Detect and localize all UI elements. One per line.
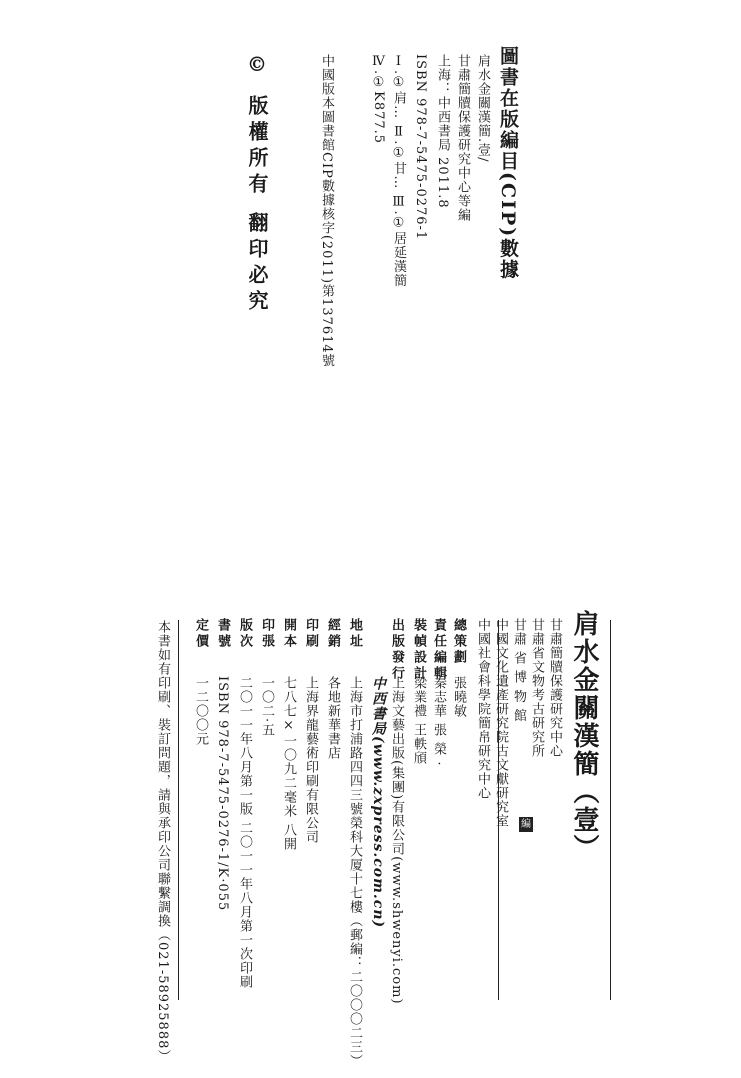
cip-line-7: 中國版本圖書館CIP數據核字(2011)第137614號 [319, 54, 334, 368]
cip-line-4: ISBN 978-7-5475-0276-1 [413, 54, 428, 241]
cip-line-5: Ⅰ.①肩… Ⅱ.①甘… Ⅲ.①居延漢簡 [391, 54, 406, 288]
value-isbn: ISBN 978-7-5475-0276-1/K·055 [215, 676, 230, 912]
title-rule-line [610, 620, 611, 1000]
cip-line-1: 肩水金關漢簡.壹/ [475, 54, 490, 163]
label-printed-sheets: 印張 [259, 618, 274, 650]
cip-line-6: Ⅳ.①K877.5 [371, 54, 386, 145]
editor-line-2: 甘肅省文物考古研究所 [529, 618, 544, 758]
editor-line-5: 中國社會科學院簡帛研究中心 [475, 618, 490, 800]
label-isbn: 書號 [215, 618, 230, 650]
notice-rule-line [178, 620, 179, 1000]
value-edition: 二〇一一年八月第一版 二〇一一年八月第一次印刷 [237, 676, 252, 990]
label-edition: 版次 [237, 618, 252, 650]
label-distributor: 經銷 [325, 618, 340, 650]
value-chief-planner: 張曉敏 [451, 676, 466, 718]
cip-title: 圖書在版編目(CIP)數據 [497, 46, 519, 281]
value-publisher-2: 中西書局(www.zxpress.com.cn) [370, 676, 386, 929]
value-price: 一二〇〇元 [193, 676, 208, 746]
label-address: 地址 [347, 618, 362, 650]
value-printed-sheets: 一〇二·五 [259, 676, 274, 738]
value-distributor: 各地新華書店 [325, 676, 340, 760]
label-price: 定價 [193, 618, 208, 650]
editor-badge: 編 [521, 819, 531, 830]
value-publisher-1: 上海文藝出版(集團)有限公司(www.shwenyi.com) [389, 676, 404, 1005]
print-defect-notice: 本書如有印刷、裝訂問題，請與承印公司聯繫調換（021-58925888） [155, 620, 170, 1064]
editor-line-1: 甘肅簡牘保護研究中心 [547, 618, 562, 758]
value-printer: 上海界龍藝術印刷有限公司 [303, 676, 318, 844]
label-printer: 印刷 [303, 618, 318, 650]
editor-line-3: 甘肅 省 博 物 館 [511, 618, 526, 723]
book-title: 肩水金關漢簡（壹） [569, 610, 599, 862]
editor-rule-line [498, 620, 499, 1000]
label-binding-design: 裝幀設計 [411, 618, 426, 682]
copyright-notice: © 版權所有 翻印必究 [245, 52, 269, 316]
label-format: 開本 [281, 618, 296, 650]
value-binding-design: 梁業禮 王軼頎 [411, 676, 426, 766]
value-format: 七八七×一〇九二毫米 八開 [281, 676, 296, 852]
editor-line-4: 中國文化遺產研究院古文獻研究室 [493, 618, 508, 828]
cip-line-2: 甘肅簡牘保護研究中心等編 [455, 54, 470, 222]
label-publisher: 出版發行 [389, 618, 404, 682]
value-address: 上海市打浦路四四三號榮科大厦十七樓（郵編：二〇〇〇二三） [347, 676, 362, 1068]
cip-line-3: 上海：中西書局 2011.8 [435, 54, 450, 209]
label-responsible-editor: 責任編輯 [431, 618, 446, 682]
label-chief-planner: 總策劃 [451, 618, 466, 666]
value-responsible-editor: 秦志華 張 榮 · [431, 676, 446, 767]
